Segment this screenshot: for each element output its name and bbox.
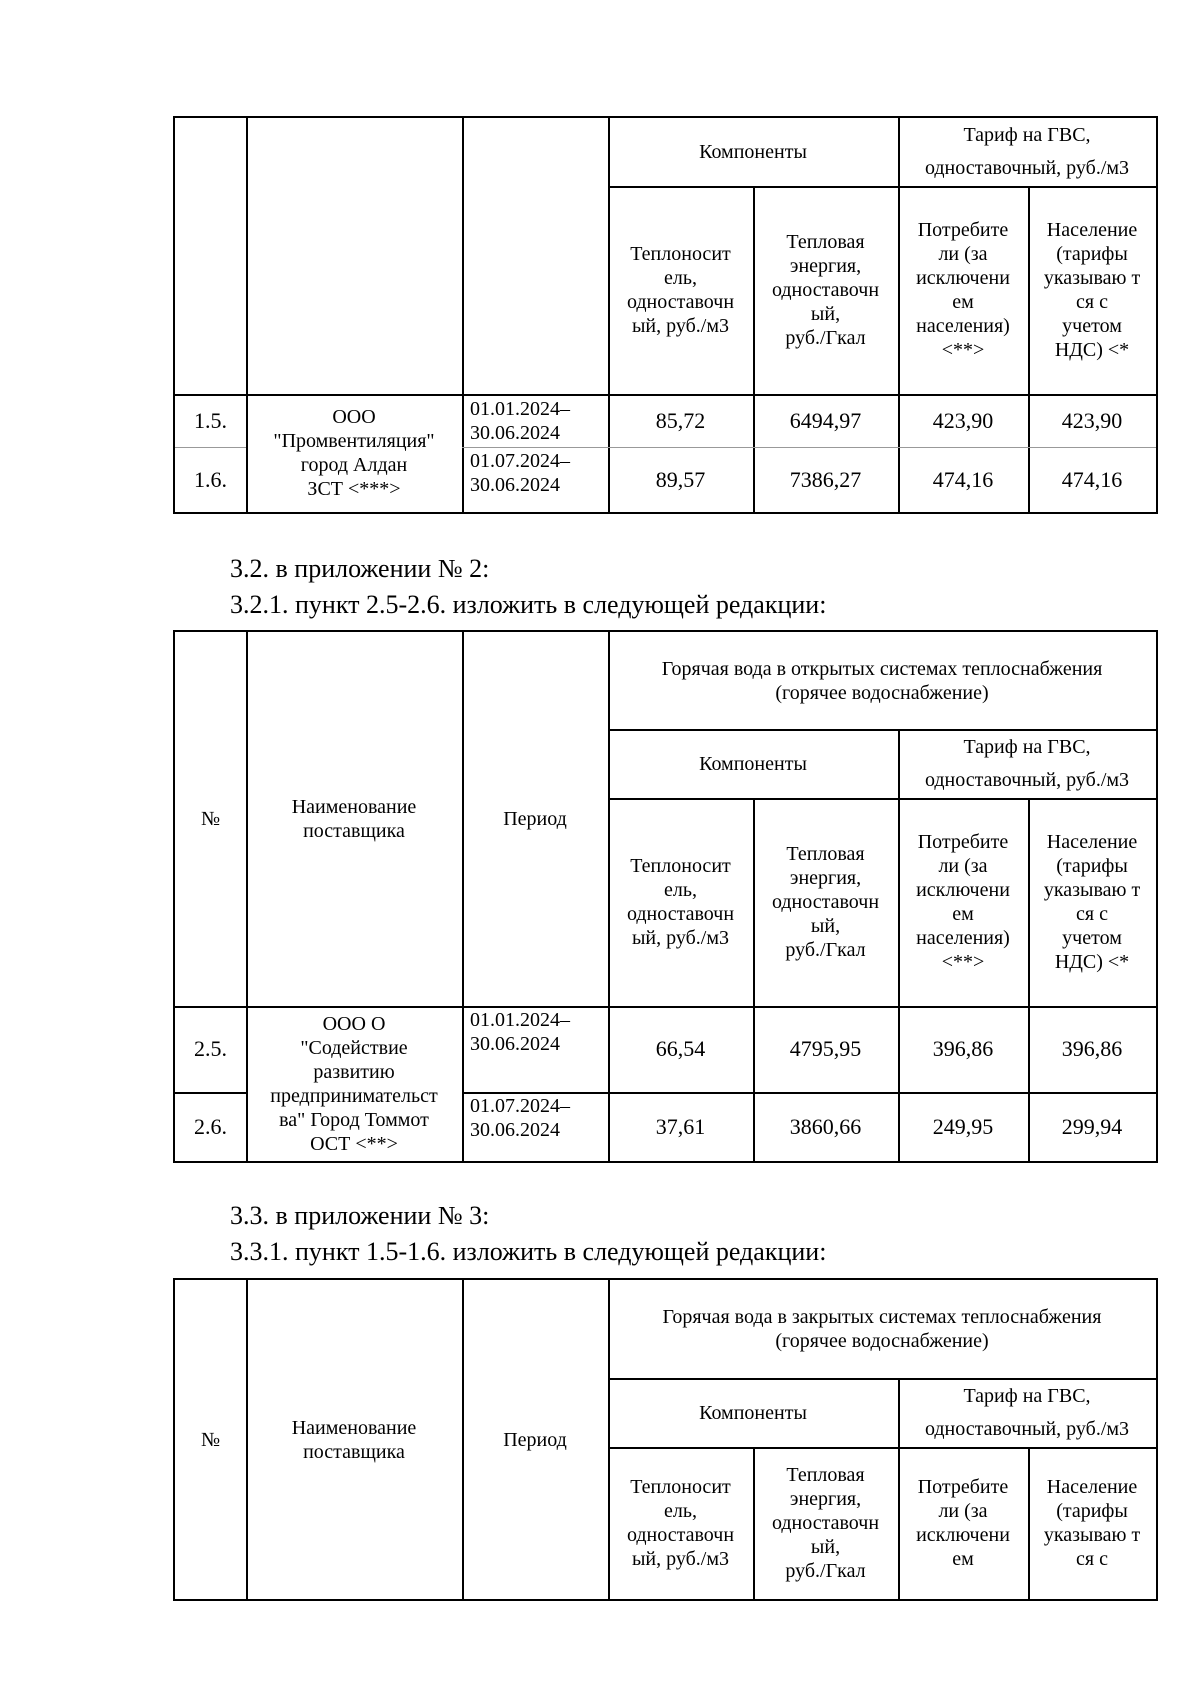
header-heat-energy: Тепловая энергия, одноставочн ый, руб./Гкал (771, 1464, 880, 1582)
coolant-value: 37,61 (655, 1113, 706, 1139)
header-population: Население (тарифы указываю т ся с учетом НДС) <* (1043, 219, 1141, 361)
consumers-value: 423,90 (932, 407, 994, 433)
period: 01.07.2024– 30.06.2024 (470, 1095, 570, 1141)
header-tariff: Тариф на ГВС, одноставочный, руб./м3 (924, 735, 1130, 791)
header-heat-energy: Тепловая энергия, одноставочн ый, руб./Гкал (771, 843, 880, 961)
header-period: Период (503, 1428, 567, 1451)
header-heat-energy: Тепловая энергия, одноставочн ый, руб./Гкал (771, 231, 880, 349)
row-number: 2.6. (194, 1113, 227, 1139)
row-number: 2.5. (194, 1036, 227, 1061)
header-tariff: Тариф на ГВС, одноставочный, руб./м3 (924, 1384, 1130, 1440)
supplier-name: ООО О "Содействие развитию предпринимательст ва" Город Томмот ОСТ <**> (270, 1012, 438, 1155)
header-number: № (200, 808, 221, 830)
period: 01.07.2024– 30.06.2024 (470, 450, 570, 496)
population-value: 299,94 (1061, 1113, 1123, 1139)
header-consumers: Потребите ли (за исключени ем (916, 1476, 1010, 1570)
header-population: Население (тарифы указываю т ся с (1043, 1476, 1141, 1570)
header-components: Компоненты (699, 1401, 807, 1424)
header-number: № (200, 1428, 221, 1451)
header-hot-water-group: Горячая вода в открытых системах теплоснабжения (горячее водоснабжение) (661, 657, 1103, 704)
tariff-table-2 (173, 630, 1158, 1163)
supplier-name: ООО "Промвентиляция" город Алдан ЗСТ <***> (273, 406, 435, 500)
coolant-value: 66,54 (655, 1036, 706, 1061)
consumers-value: 396,86 (932, 1036, 994, 1061)
consumers-value: 249,95 (932, 1113, 994, 1139)
header-coolant: Теплоносит ель, одноставочн ый, руб./м3 (626, 855, 735, 949)
header-hot-water-group: Горячая вода в закрытых системах теплоснабжения (горячее водоснабжение) (662, 1306, 1102, 1352)
header-consumers: Потребите ли (за исключени ем населения) <**> (916, 219, 1010, 361)
tariff-table-1 (173, 116, 1158, 514)
header-tariff: Тариф на ГВС, одноставочный, руб./м3 (924, 124, 1130, 179)
section-heading: 3.3. в приложении № 3: (230, 1201, 490, 1230)
heat-energy-value: 3860,66 (789, 1113, 862, 1139)
section-instruction: 3.2.1. пункт 2.5-2.6. изложить в следующей редакции: (230, 590, 827, 619)
period: 01.01.2024– 30.06.2024 (470, 1009, 570, 1055)
header-components: Компоненты (699, 141, 807, 163)
heat-energy-value: 4795,95 (789, 1036, 862, 1061)
header-components: Компоненты (699, 752, 807, 775)
row-number: 1.6. (194, 466, 227, 492)
header-supplier-name: Наименование поставщика (291, 796, 417, 842)
section-instruction: 3.3.1. пункт 1.5-1.6. изложить в следующей редакции: (230, 1237, 827, 1266)
header-population: Население (тарифы указываю т ся с учетом НДС) <* (1043, 831, 1141, 973)
heat-energy-value: 7386,27 (789, 466, 862, 492)
header-consumers: Потребите ли (за исключени ем населения) <**> (916, 831, 1010, 973)
section-heading: 3.2. в приложении № 2: (230, 554, 490, 583)
header-coolant: Теплоносит ель, одноставочн ый, руб./м3 (626, 243, 735, 337)
header-supplier-name: Наименование поставщика (291, 1416, 417, 1463)
header-coolant: Теплоносит ель, одноставочн ый, руб./м3 (626, 1476, 735, 1570)
row-number: 1.5. (194, 407, 227, 433)
population-value: 474,16 (1061, 466, 1123, 492)
coolant-value: 89,57 (655, 466, 706, 492)
period: 01.01.2024– 30.06.2024 (470, 397, 570, 444)
population-value: 423,90 (1061, 407, 1123, 433)
coolant-value: 85,72 (655, 407, 706, 433)
header-period: Период (503, 808, 567, 830)
population-value: 396,86 (1061, 1036, 1123, 1061)
consumers-value: 474,16 (932, 466, 994, 492)
heat-energy-value: 6494,97 (789, 407, 862, 433)
tariff-table-3 (173, 1278, 1158, 1601)
